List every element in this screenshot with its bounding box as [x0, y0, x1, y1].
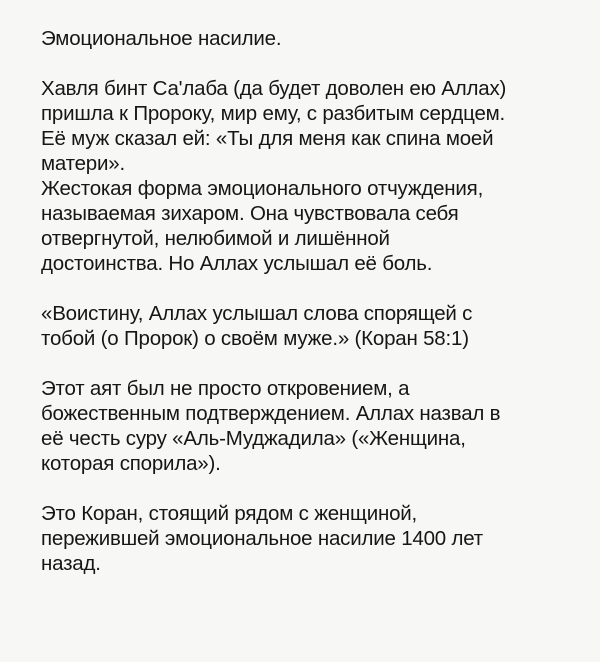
text-line: пришла к Пророку, мир ему, с разбитым сердцем. [41, 102, 506, 125]
text-line: божественным подтверждением. Аллах назвал в [41, 402, 501, 425]
text-line: называемая зихаром. Она чувствовала себя [41, 202, 459, 225]
text-line: «Воистину, Аллах услышал слова спорящей с [41, 302, 473, 325]
text-line: Её муж сказал ей: «Ты для меня как спина моей [41, 127, 494, 150]
text-line: Этот аят был не просто откровением, а [41, 377, 410, 400]
text-line: Жестокая форма эмоционального отчуждения, [41, 177, 484, 200]
text-line: которая спорила»). [41, 452, 221, 475]
text-line: Это Коран, стоящий рядом с женщиной, [41, 502, 418, 525]
text-line: матери». [41, 152, 125, 175]
paragraph-story [41, 76, 570, 276]
paragraph-title [41, 26, 570, 51]
text-line: тобой (о Пророк) о своём муже.» (Коран 58:1) [41, 327, 469, 350]
text-line: достоинства. Но Аллах услышал её боль. [41, 252, 433, 275]
text-line: её честь суру «Аль-Муджадила» («Женщина, [41, 427, 466, 450]
text-line: отвергнутой, нелюбимой и лишённой [41, 227, 390, 250]
paragraph-conclusion [41, 501, 570, 576]
text-line: Эмоциональное насилие. [41, 27, 282, 50]
text-line: Хавля бинт Са'лаба (да будет доволен ею Аллах) [41, 77, 507, 100]
text-line: пережившей эмоциональное насилие 1400 лет [41, 527, 483, 550]
paragraph-ayah-explanation [41, 376, 570, 476]
text-line: назад. [41, 552, 101, 575]
paragraph-quran-quote [41, 301, 570, 351]
